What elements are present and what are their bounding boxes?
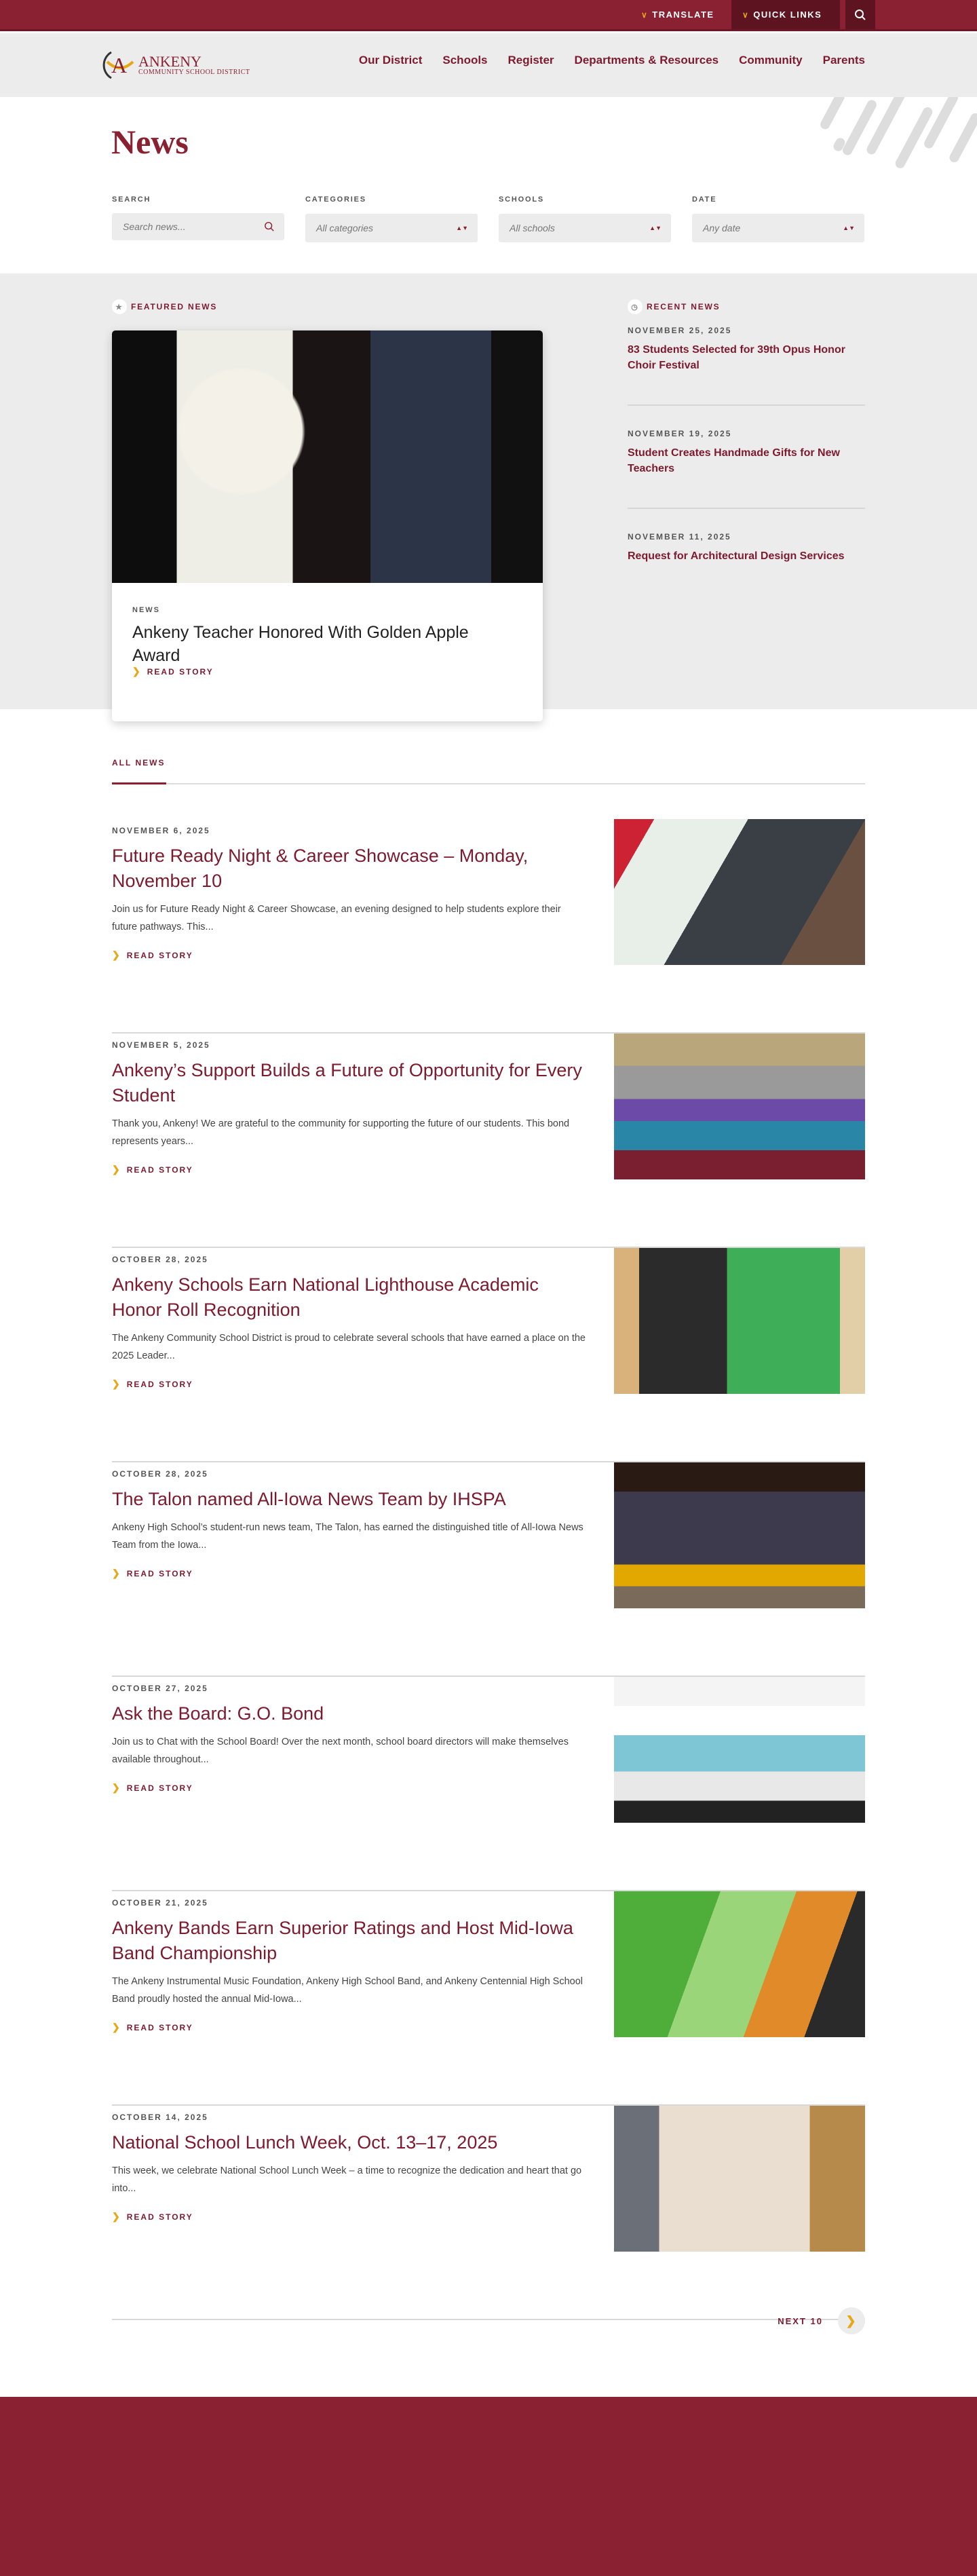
search-placeholder: Search news... (123, 221, 186, 232)
recent-item[interactable] (628, 532, 865, 612)
translate-label: TRANSLATE (652, 10, 714, 20)
quick-links-button[interactable] (731, 0, 840, 29)
read-story-label: READ STORY (126, 1379, 193, 1389)
news-image[interactable] (614, 819, 865, 965)
featured-category: NEWS (132, 606, 160, 614)
categories-select[interactable] (305, 214, 478, 242)
featured-heading-label: FEATURED NEWS (131, 302, 218, 311)
read-story-link[interactable] (132, 666, 214, 677)
news-date: OCTOBER 28, 2025 (112, 1469, 208, 1479)
district-logo[interactable] (102, 47, 250, 83)
news-title[interactable]: Ankeny Schools Earn National Lighthouse Academic Honor Roll Recognition (112, 1274, 539, 1320)
chevron-right-icon: ❯ (838, 2307, 865, 2334)
news-excerpt: Ankeny High School’s student-run news team, The Talon, has earned the distinguished title of All-Iowa News Team from the Iowa... (112, 1522, 583, 1551)
translate-button[interactable] (641, 0, 714, 29)
news-date: NOVEMBER 5, 2025 (112, 1040, 210, 1050)
categories-label: CATEGORIES (305, 195, 366, 204)
news-date: NOVEMBER 6, 2025 (112, 826, 210, 835)
nav-community[interactable]: Community (739, 54, 803, 67)
recent-date: NOVEMBER 19, 2025 (628, 429, 732, 438)
news-date: OCTOBER 28, 2025 (112, 1255, 208, 1264)
chevron-right-icon: ❯ (112, 2022, 121, 2032)
recent-news-list (628, 326, 865, 635)
next-page-button[interactable] (778, 2307, 865, 2334)
news-image[interactable] (614, 1034, 865, 1179)
recent-title[interactable]: Request for Architectural Design Services (628, 550, 845, 562)
site-search-button[interactable] (845, 0, 875, 29)
chevron-right-icon: ❯ (132, 666, 142, 677)
featured-image (112, 330, 543, 583)
recent-news-heading (628, 299, 720, 314)
clock-icon: ◷ (628, 299, 643, 314)
featured-news-card[interactable] (112, 330, 543, 721)
categories-value: All categories (316, 223, 374, 233)
star-icon: ★ (112, 299, 127, 314)
news-item[interactable] (112, 2106, 865, 2320)
read-story-label: READ STORY (126, 1783, 193, 1793)
chevron-right-icon: ❯ (112, 1164, 121, 1175)
recent-date: NOVEMBER 25, 2025 (628, 326, 732, 335)
main-nav (359, 54, 865, 67)
site-footer (0, 2397, 977, 2576)
read-story-link[interactable] (112, 949, 587, 961)
news-title[interactable]: The Talon named All-Iowa News Team by IHSPA (112, 1489, 506, 1509)
read-story-label: READ STORY (126, 1164, 193, 1175)
chevron-right-icon: ❯ (112, 2211, 121, 2222)
news-excerpt: This week, we celebrate National School Lunch Week – a time to recognize the dedication and heart that go into... (112, 2165, 582, 2194)
news-item[interactable] (112, 1034, 865, 1248)
logo-mark-icon (102, 47, 138, 83)
next-label: NEXT 10 (778, 2315, 823, 2326)
decorative-stripes (814, 97, 977, 185)
tab-all-news[interactable]: ALL NEWS (112, 758, 166, 768)
recent-item[interactable] (628, 429, 865, 509)
news-item[interactable] (112, 1677, 865, 1891)
news-title[interactable]: National School Lunch Week, Oct. 13–17, 2025 (112, 2132, 498, 2153)
date-value: Any date (703, 223, 741, 233)
chevron-right-icon: ❯ (112, 1782, 121, 1793)
recent-item[interactable] (628, 326, 865, 406)
schools-value: All schools (510, 223, 555, 233)
select-arrows-icon: ▲▼ (649, 225, 662, 231)
news-excerpt: Thank you, Ankeny! We are grateful to the community for supporting the future of our students. This bond represents years... (112, 1118, 570, 1147)
search-icon (854, 9, 866, 21)
date-select[interactable] (692, 214, 864, 242)
read-story-label: READ STORY (126, 1568, 193, 1578)
recent-date: NOVEMBER 11, 2025 (628, 532, 731, 542)
news-image[interactable] (614, 1462, 865, 1608)
quick-links-label: QUICK LINKS (753, 10, 822, 20)
news-date: OCTOBER 21, 2025 (112, 1898, 208, 1908)
read-story-label: READ STORY (126, 950, 193, 960)
nav-our-district[interactable]: Our District (358, 54, 423, 67)
tab-underline (112, 783, 865, 784)
logo-subtitle: COMMUNITY SCHOOL DISTRICT (138, 68, 250, 76)
news-item[interactable] (112, 1248, 865, 1462)
svg-text:A: A (111, 53, 128, 77)
read-story-link[interactable] (112, 1568, 587, 1579)
news-image[interactable] (614, 2106, 865, 2252)
recent-title[interactable]: 83 Students Selected for 39th Opus Honor Choir Festival (628, 344, 845, 371)
schools-label: SCHOOLS (499, 195, 544, 204)
chevron-down-icon: ∨ (641, 10, 649, 20)
read-story-label: READ STORY (147, 666, 214, 677)
chevron-right-icon: ❯ (112, 1378, 121, 1389)
news-title[interactable]: Ask the Board: G.O. Bond (112, 1703, 324, 1724)
search-label: SEARCH (112, 195, 151, 204)
news-image[interactable] (614, 1248, 865, 1394)
recent-heading-label: RECENT NEWS (647, 302, 721, 311)
read-story-label: READ STORY (126, 2022, 193, 2032)
search-input[interactable] (112, 213, 284, 240)
chevron-right-icon: ❯ (112, 1568, 121, 1578)
nav-schools[interactable]: Schools (442, 54, 488, 67)
featured-news-heading (112, 299, 217, 314)
news-item[interactable] (112, 1891, 865, 2106)
select-arrows-icon: ▲▼ (843, 225, 855, 231)
news-excerpt: Join us to Chat with the School Board! Over the next month, school board directors will make themselves available throughout... (112, 1737, 569, 1765)
news-excerpt: Join us for Future Ready Night & Career Showcase, an evening designed to help students explore their future pathways. This... (112, 904, 561, 932)
news-title[interactable]: Ankeny Bands Earn Superior Ratings and Host Mid-Iowa Band Championship (112, 1918, 573, 1963)
news-item[interactable] (112, 1462, 865, 1677)
page-title: News (111, 123, 189, 161)
read-story-link[interactable] (112, 1164, 587, 1175)
news-item[interactable] (112, 819, 865, 1034)
recent-title[interactable]: Student Creates Handmade Gifts for New Teachers (628, 447, 840, 474)
nav-parents[interactable]: Parents (822, 54, 865, 67)
chevron-right-icon: ❯ (112, 949, 121, 960)
news-image[interactable] (614, 1891, 865, 2037)
logo-name: ANKENY (138, 52, 202, 70)
news-excerpt: The Ankeny Instrumental Music Foundation, Ankeny High School Band, and Ankeny Centennial High School Band proudly hosted the annual Mid-Iowa... (112, 1976, 583, 2005)
read-story-link[interactable] (112, 2211, 587, 2222)
news-image[interactable] (614, 1677, 865, 1823)
read-story-link[interactable] (112, 1782, 587, 1794)
news-title[interactable]: Ankeny’s Support Builds a Future of Opportunity for Every Student (112, 1060, 582, 1105)
news-date: OCTOBER 14, 2025 (112, 2113, 208, 2122)
utility-bar (0, 0, 977, 31)
read-story-link[interactable] (112, 2022, 587, 2033)
read-story-label: READ STORY (126, 2212, 193, 2222)
chevron-down-icon: ∨ (742, 10, 750, 20)
date-label: DATE (692, 195, 717, 204)
schools-select[interactable] (499, 214, 671, 242)
search-icon[interactable] (264, 221, 275, 232)
select-arrows-icon: ▲▼ (456, 225, 468, 231)
read-story-link[interactable] (112, 1378, 587, 1390)
news-excerpt: The Ankeny Community School District is proud to celebrate several schools that have earned a place on the 2025 Leader... (112, 1333, 586, 1361)
site-header (0, 33, 977, 97)
news-date: OCTOBER 27, 2025 (112, 1684, 208, 1693)
featured-title[interactable]: Ankeny Teacher Honored With Golden Apple Award (132, 623, 469, 665)
nav-departments-resources[interactable]: Departments & Resources (574, 54, 719, 67)
nav-register[interactable]: Register (507, 54, 554, 67)
news-title[interactable]: Future Ready Night & Career Showcase – Monday, November 10 (112, 846, 529, 891)
